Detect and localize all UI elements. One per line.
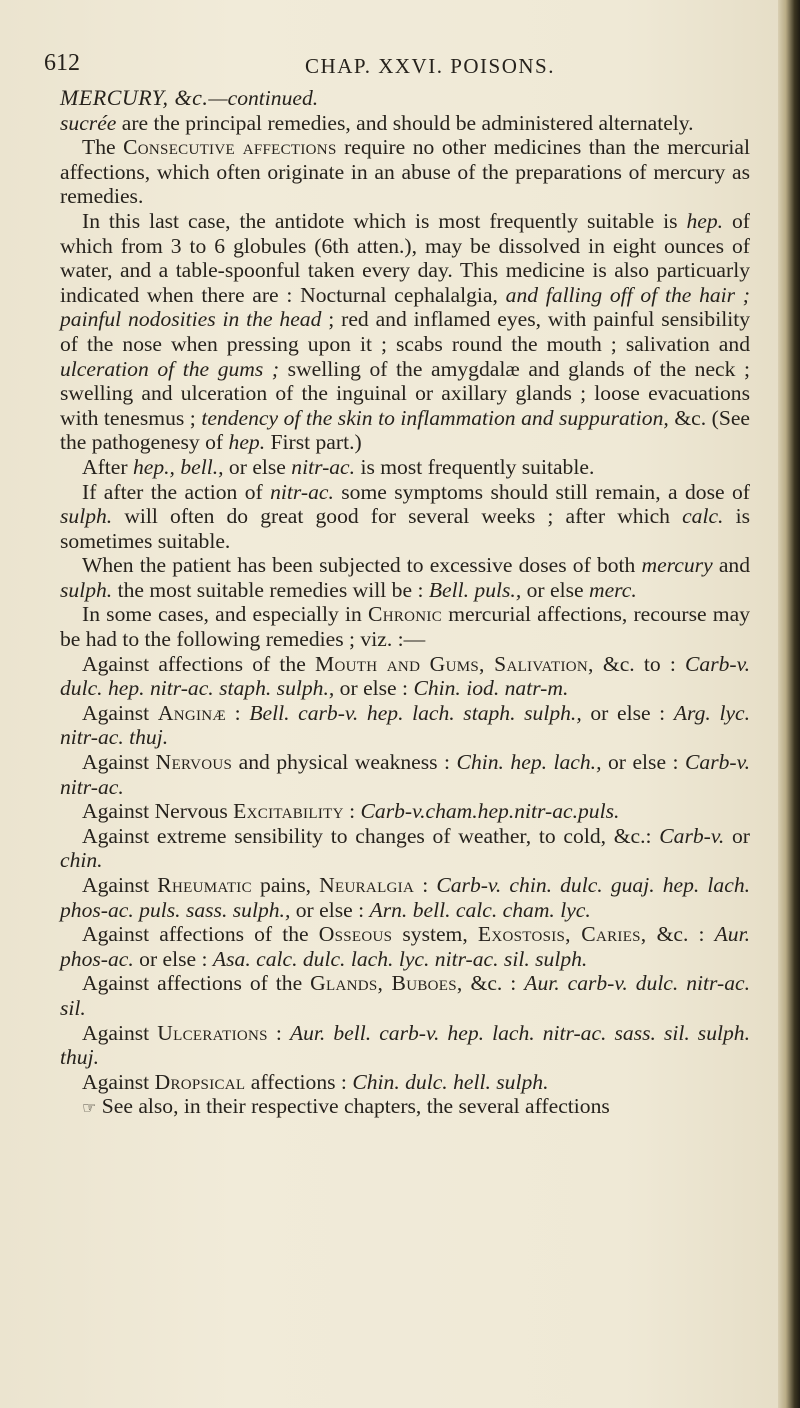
- small-caps-term: Chronic: [368, 602, 443, 627]
- see-also-note: [60, 1094, 750, 1121]
- text-run: :: [414, 873, 437, 897]
- text-run: mercurial affections, recourse may be had to the following remedies ; viz. :—: [60, 602, 750, 652]
- text-run: swelling of the amygdalæ and glands of the neck ; swelling and ulceration of the inguinal or axillary glands ; loose evacuations with tenesmus ;: [60, 356, 750, 430]
- small-caps-term: Osseous: [318, 922, 393, 947]
- remedy-name: sulph.: [60, 577, 113, 602]
- text-run: or: [724, 823, 750, 848]
- remedy-name: Bell. puls.,: [428, 577, 522, 602]
- body-text: [60, 86, 750, 1121]
- text-run: See also, in their respective chapters, the several affections: [96, 1094, 610, 1119]
- remedy-list: Chin. iod. natr-m.: [413, 676, 569, 701]
- paragraph-5: [60, 480, 750, 554]
- text-run: &c. to :: [593, 651, 686, 676]
- against-entry-dropsical: [60, 1070, 750, 1095]
- text-run: system,: [392, 922, 478, 947]
- small-caps-term: Mouth and Gums, Salivation,: [314, 651, 594, 676]
- remedy-list: Aur. bell. carb-v. hep. lach. nitr-ac. sass. sil. sulph. thuj.: [60, 1020, 750, 1070]
- remedy-name: hep.: [228, 430, 266, 455]
- text-run: of which from 3 to 6 globules (6th atten.), may be dissolved in eight ounces of water, and a table-spoonful taken every day. This medicine is also particuarly indicated when there are : Nocturnal cephalalgia,: [60, 208, 750, 307]
- text-run: &c. :: [462, 971, 525, 996]
- remedy-list: Arg. lyc. nitr-ac. thuj.: [60, 700, 751, 750]
- against-entry-glands: [60, 971, 750, 1020]
- paragraph-3: [60, 209, 750, 455]
- text-run: or else :: [334, 676, 414, 701]
- text-run: some symptoms should still remain, a dose of: [333, 479, 750, 504]
- text-run: Against affections of the: [82, 651, 315, 676]
- text-run: ; red and inflamed eyes, with painful sensibility of the nose when pressing upon it ; scabs round the mouth ; salivation and: [60, 307, 750, 356]
- against-entry-mouth: [60, 652, 750, 701]
- against-entry-nervous: [60, 750, 750, 799]
- text-run: Against Nervous: [82, 799, 234, 824]
- italic-symptom: tendency of the skin to inflammation and suppuration,: [201, 405, 669, 430]
- text-run: If after the action of: [82, 479, 271, 504]
- small-caps-term: Anginæ: [157, 700, 227, 725]
- remedy-name: nitr-ac.: [291, 454, 356, 479]
- paragraph-7: [60, 602, 750, 651]
- remedy-list: Carb-v.cham.hep.nitr-ac.puls.: [360, 799, 620, 824]
- text-run: or else: [223, 454, 292, 479]
- paragraph-4: [60, 455, 750, 480]
- text-run: Against affections of the: [82, 971, 311, 996]
- remedy-list: Aur. carb-v. dulc. nitr-ac. sil.: [60, 971, 750, 1020]
- small-caps-term: Ulcerations: [157, 1020, 268, 1045]
- small-caps-term: Glands, Buboes,: [310, 971, 463, 996]
- against-entry-weather: [60, 824, 750, 873]
- remedy-list: Aur. phos-ac.: [60, 922, 750, 971]
- text-run: First part.): [265, 430, 362, 455]
- remedy-list: Bell. carb-v. hep. lach. staph. sulph.,: [249, 700, 582, 725]
- text-run: In some cases, and especially in: [82, 602, 369, 627]
- text-run: is most frequently suitable.: [355, 454, 595, 479]
- text-run: After: [82, 454, 133, 479]
- remedy-list: Asa. calc. dulc. lach. lyc. nitr-ac. sil. sulph.: [212, 946, 588, 971]
- text-run: :: [343, 799, 361, 824]
- book-edge: [778, 0, 800, 1408]
- remedy-name: mercury: [641, 553, 713, 578]
- text-run: &c. :: [646, 922, 715, 947]
- remedy-list: Arn. bell. calc. cham. lyc.: [369, 897, 591, 922]
- remedy-name: sucrée: [60, 110, 117, 135]
- text-run: :: [267, 1020, 290, 1045]
- paragraph-6: [60, 553, 750, 602]
- text-run: Against: [82, 750, 156, 775]
- pointing-hand-icon: ☞: [82, 1098, 97, 1118]
- running-head: CHAP. XXVI. POISONS.: [305, 54, 555, 78]
- text-run: or else: [521, 577, 589, 602]
- text-run: pains,: [251, 873, 320, 897]
- page-number: 612: [44, 50, 80, 76]
- remedy-list: Carb-v. nitr-ac.: [60, 750, 750, 799]
- text-run: is sometimes suitable.: [60, 504, 750, 553]
- small-caps-term: Excitability: [233, 799, 344, 824]
- text-run: or else :: [133, 946, 213, 971]
- text-run: require no other medicines than the mercurial affections, which often originate in an abuse of the preparations of mercury as remedies.: [60, 135, 750, 209]
- text-run: The: [82, 135, 124, 160]
- text-run: Against affections of the: [82, 922, 319, 947]
- text-run: are the principal remedies, and should be administered alternately.: [116, 110, 694, 135]
- text-run: and: [712, 553, 750, 578]
- text-run: Against: [82, 1069, 155, 1094]
- text-run: or else :: [601, 750, 686, 775]
- small-caps-term: Nervous: [155, 750, 233, 775]
- against-entry-rheumatic: [60, 873, 750, 922]
- remedy-name: calc.: [682, 504, 724, 529]
- against-entry-anginae: [60, 701, 750, 750]
- text-run: the most suitable remedies will be :: [112, 577, 429, 602]
- remedy-list: chin.: [60, 848, 103, 873]
- remedy-list: Carb-v. dulc. hep. nitr-ac. staph. sulph.,: [60, 651, 750, 701]
- section-title: MERCURY, &c.: [60, 85, 209, 110]
- remedy-list: Carb-v. chin. dulc. guaj. hep. lach. phos-ac. puls. sass. sulph.,: [60, 873, 751, 922]
- remedy-list: Chin. dulc. hell. sulph.: [352, 1069, 549, 1094]
- text-run: Against: [82, 700, 158, 725]
- small-caps-term: Rheumatic: [157, 873, 252, 897]
- section-continued: —continued.: [208, 86, 319, 110]
- remedy-name: hep., bell.,: [132, 454, 224, 479]
- text-run: In this last case, the antidote which is most frequently suitable is: [82, 208, 687, 233]
- text-run: Against: [82, 873, 158, 897]
- remedy-name: hep.: [686, 208, 724, 233]
- small-caps-term: Consecutive affections: [123, 135, 337, 160]
- text-run: Against: [82, 1020, 158, 1045]
- against-entry-osseous: [60, 922, 750, 971]
- text-run: &c. (See the pathogenesy of: [60, 405, 751, 455]
- paragraph-1: [60, 111, 750, 136]
- against-entry-ulcerations: [60, 1021, 750, 1070]
- text-run: Against extreme sensibility to changes of weather, to cold, &c.:: [82, 823, 660, 848]
- italic-symptom: and falling off of the hair ; painful nodosities in the head: [60, 282, 750, 332]
- text-run: will often do great good for several weeks ; after which: [112, 504, 683, 529]
- small-caps-term: Neuralgia: [319, 873, 415, 897]
- text-run: or else :: [581, 700, 674, 725]
- against-entry-excitability: [60, 799, 750, 824]
- text-run: :: [226, 700, 250, 725]
- remedy-name: sulph.: [60, 504, 113, 529]
- small-caps-term: Dropsical: [154, 1069, 246, 1094]
- remedy-name: merc.: [589, 577, 637, 602]
- section-heading: [60, 86, 750, 111]
- small-caps-term: Exostosis, Caries,: [477, 922, 647, 947]
- text-run: When the patient has been subjected to excessive doses of both: [82, 553, 642, 578]
- italic-symptom: ulceration of the gums ;: [60, 356, 280, 381]
- text-run: affections :: [245, 1069, 353, 1094]
- remedy-name: nitr-ac.: [270, 479, 334, 504]
- text-run: and physical weakness :: [232, 750, 457, 775]
- remedy-list: Carb-v.: [659, 823, 725, 848]
- text-run: or else :: [290, 897, 370, 922]
- paragraph-2: [60, 135, 750, 209]
- remedy-list: Chin. hep. lach.,: [456, 750, 602, 775]
